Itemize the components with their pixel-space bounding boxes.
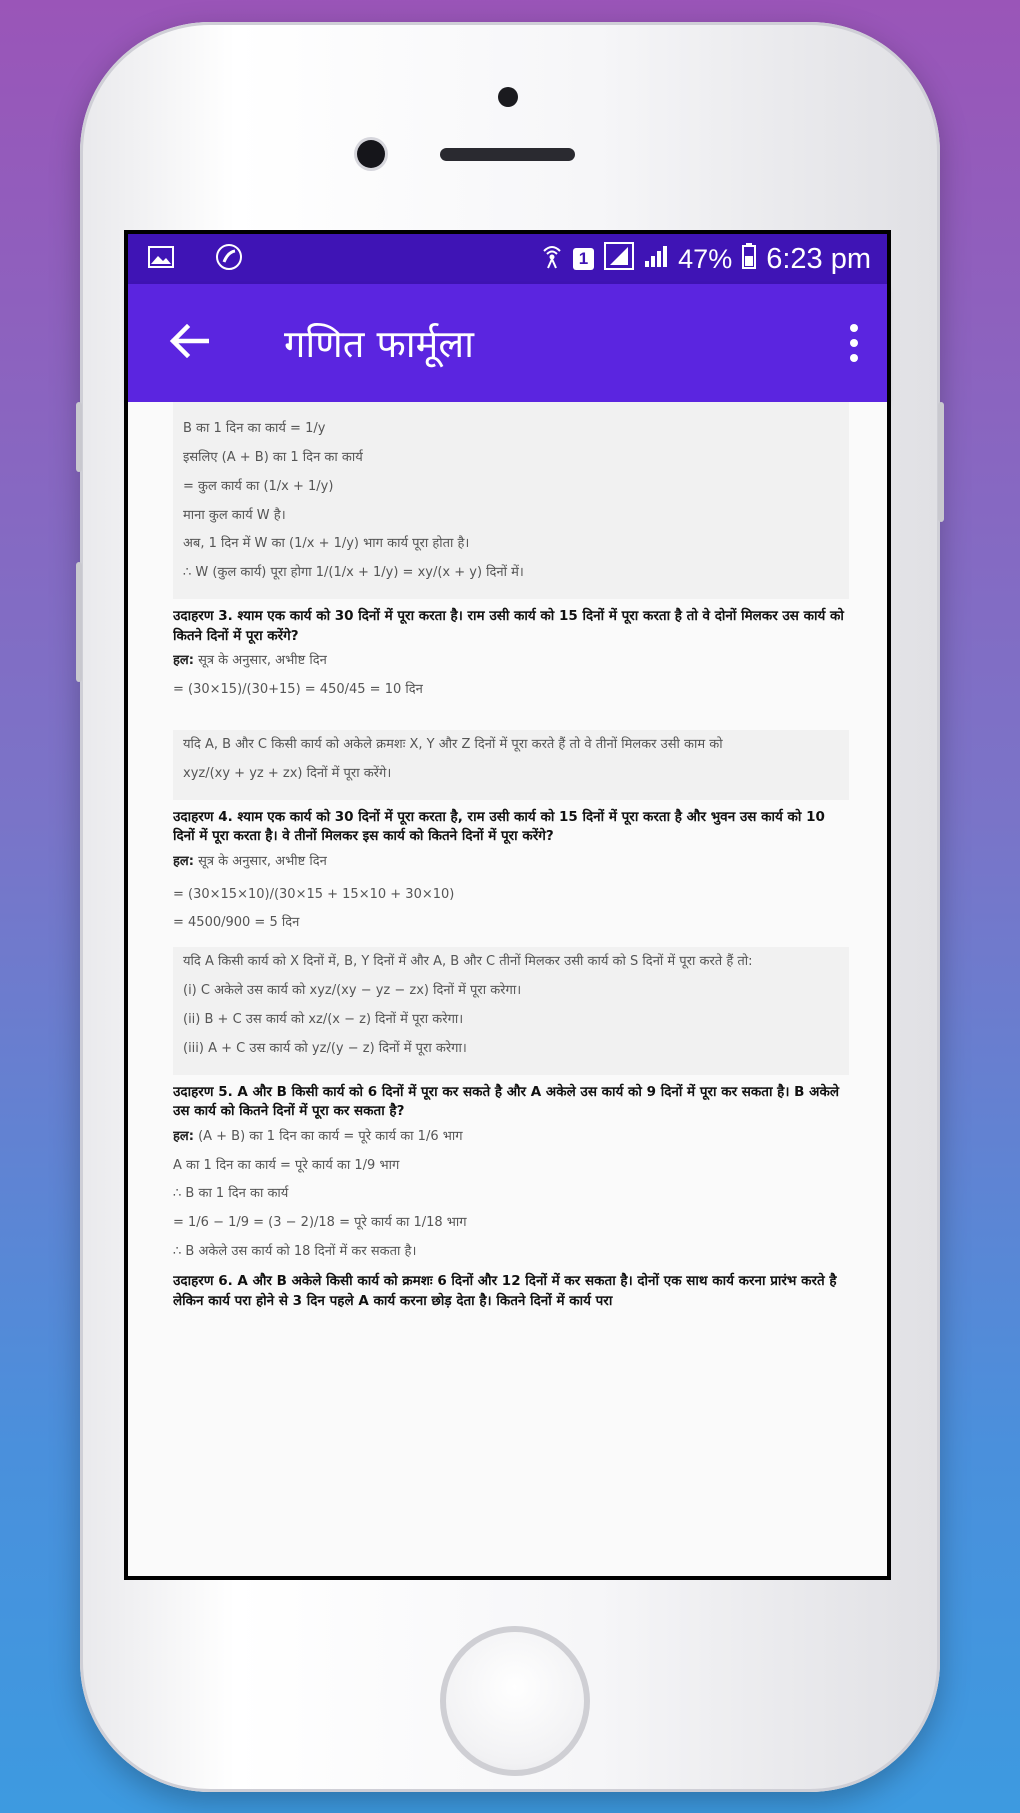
formula-page: [173, 402, 849, 1476]
text-line: xyz/(xy + yz + zx) दिनों में पूरा करेंगे।: [183, 765, 392, 781]
solution-text: सूत्र के अनुसार, अभीष्ट दिन: [198, 853, 327, 869]
home-button[interactable]: [440, 1626, 590, 1776]
text-line: (ii) B + C उस कार्य को xz/(x − z) दिनों में पूरा करेगा।: [183, 1011, 464, 1027]
solution-text: सूत्र के अनुसार, अभीष्ट दिन: [198, 653, 327, 669]
solution-label: हल:: [173, 653, 194, 669]
text-line: = कुल कार्य का (1/x + 1/y): [183, 478, 334, 494]
overflow-menu-button[interactable]: [839, 313, 869, 373]
example-4-calc-2: = 4500/900 = 5 दिन: [173, 915, 300, 931]
text-line: (i) C अकेले उस कार्य को xyz/(xy − yz − zx) दिनों में पूरा करेगा।: [183, 983, 522, 999]
text-line: ∴ B अकेले उस कार्य को 18 दिनों में कर सकता है।: [173, 1244, 417, 1260]
example-4-question: उदाहरण 4. श्याम एक कार्य को 30 दिनों में पूरा करता है, राम उसी कार्य को 15 दिनों में पूरा करता है और भुवन उस कार्य को 10 दिनों में पूरा करता है। वे तीनों मिलकर इस कार्य को कितने दिनों में पूरा करेंगे?: [173, 808, 825, 845]
earpiece-speaker: [440, 148, 575, 161]
volume-button-2: [76, 562, 82, 682]
formula-box-1: [173, 402, 849, 599]
phone-call-icon: [214, 242, 244, 276]
volume-button: [76, 402, 82, 472]
text-line: = 1/6 − 1/9 = (3 − 2)/18 = पूरे कार्य का 1/18 भाग: [173, 1215, 467, 1231]
arrow-left-icon: [169, 324, 209, 362]
text-line: अब, 1 दिन में W का (1/x + 1/y) भाग कार्य पूरा होता है।: [183, 536, 470, 552]
sim-badge-icon: 1: [573, 248, 594, 270]
power-button: [938, 402, 944, 522]
back-button[interactable]: [154, 308, 224, 378]
app-toolbar: [128, 284, 887, 402]
example-3-solution: [173, 652, 849, 671]
example-4-solution: [173, 853, 849, 872]
signal-box-icon: [604, 242, 634, 277]
text-line: माना कुल कार्य W है।: [183, 507, 286, 523]
more-vert-dot: [850, 354, 858, 362]
gallery-icon: [148, 246, 174, 272]
clock: 6:23 pm: [766, 242, 871, 275]
phone-screen: [124, 230, 891, 1580]
example-3-question: उदाहरण 3. श्याम एक कार्य को 30 दिनों में पूरा करता है। राम उसी कार्य को 15 दिनों में पूरा करता है तो वे दोनों मिलकर उस कार्य को कितने दिनों में पूरा करेंगे?: [173, 608, 844, 644]
hotspot-icon: [541, 243, 563, 276]
more-vert-icon: [850, 324, 858, 332]
formula-box-2: [173, 730, 849, 800]
text-line: यदि A, B और C किसी कार्य को अकेले क्रमशः X, Y और Z दिनों में पूरा करते हैं तो वे तीनों मिलकर उसी काम को: [183, 736, 723, 752]
battery-icon: [742, 243, 756, 276]
proximity-sensor: [498, 87, 518, 107]
text-line: यदि A किसी कार्य को X दिनों में, B, Y दिनों में और A, B और C तीनों मिलकर उसी कार्य को S दिनों में पूरा करते हैं तो:: [183, 954, 753, 970]
solution-label: हल:: [173, 853, 194, 869]
more-vert-dot: [850, 339, 858, 347]
status-bar: [128, 234, 887, 284]
example-5-solution: [173, 1128, 849, 1147]
example-4-calc-1: = (30×15×10)/(30×15 + 15×10 + 30×10): [173, 886, 455, 902]
text-line: ∴ B का 1 दिन का कार्य: [173, 1186, 289, 1202]
example-6-question: उदाहरण 6. A और B अकेले किसी कार्य को क्रमशः 6 दिनों और 12 दिनों में कर सकता है। दोनों एक साथ कार्य करना प्रारंभ करते है लेकिन कार्य परा होने से 3 दिन पहले A कार्य करना छोड़ देता है। कितने दिनों में कार्य परा: [173, 1272, 837, 1309]
text-line: ∴ W (कुल कार्य) पूरा होगा 1/(1/x + 1/y) = xy/(x + y) दिनों में।: [183, 565, 524, 581]
formula-box-3: [173, 947, 849, 1074]
text-line: (iii) A + C उस कार्य को yz/(y − z) दिनों में पूरा करेगा।: [183, 1040, 467, 1056]
text-line: इसलिए (A + B) का 1 दिन का कार्य: [183, 449, 363, 465]
front-camera: [357, 140, 385, 168]
example-5-question: उदाहरण 5. A और B किसी कार्य को 6 दिनों में पूरा कर सकते है और A अकेले उस कार्य को 9 दिनों में पूरा कर सकता है। B अकेले उस कार्य को कितने दिनों में पूरा कर सकता है?: [173, 1083, 839, 1120]
solution-label: हल:: [173, 1128, 194, 1144]
example-3-calc: = (30×15)/(30+15) = 450/45 = 10 दिन: [173, 682, 423, 698]
page-title: गणित फार्मूला: [284, 322, 474, 366]
content-scroll-area[interactable]: [128, 402, 887, 1576]
text-line: B का 1 दिन का कार्य = 1/y: [183, 421, 326, 436]
content-footer-space: [128, 1476, 887, 1576]
battery-percent: 47%: [678, 243, 733, 274]
text-line: A का 1 दिन का कार्य = पूरे कार्य का 1/9 भाग: [173, 1157, 400, 1173]
solution-text: (A + B) का 1 दिन का कार्य = पूरे कार्य का 1/6 भाग: [198, 1128, 463, 1144]
signal-strength-icon: [644, 244, 668, 275]
